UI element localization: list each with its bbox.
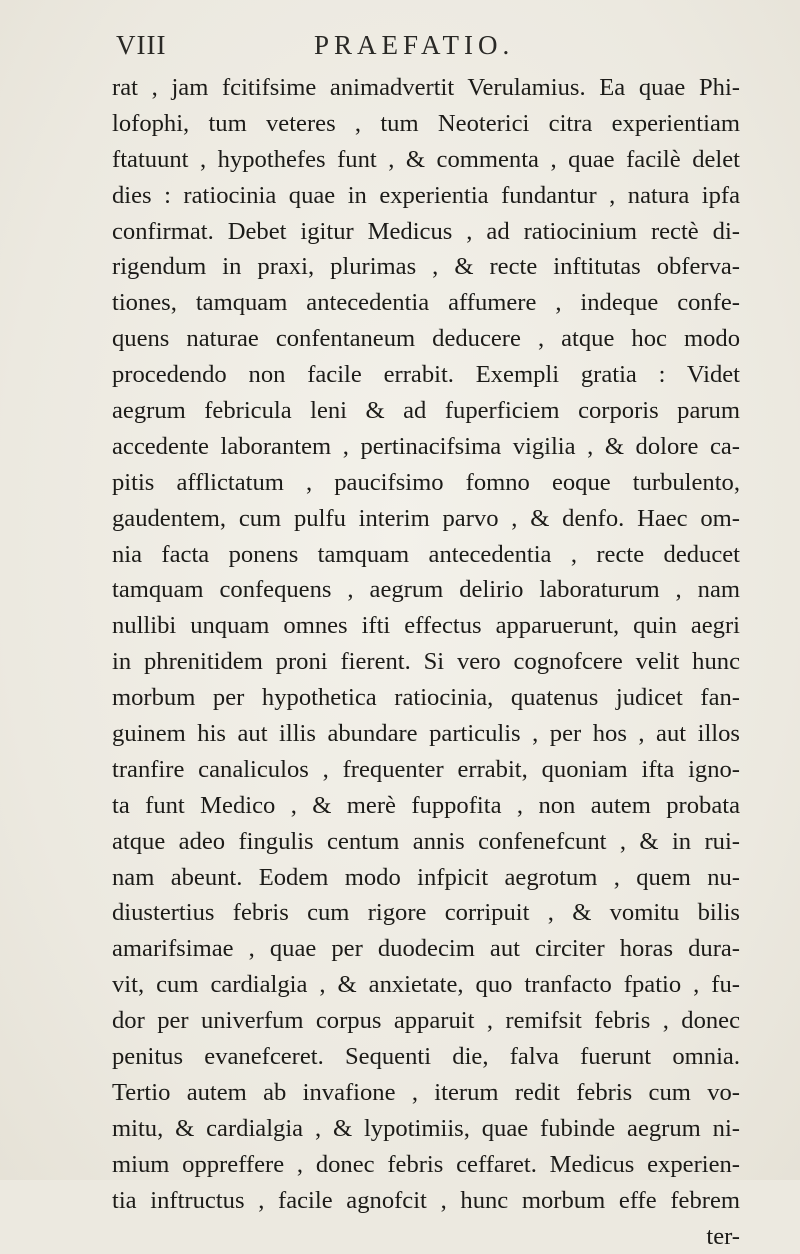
text-line: amarifsimae , quae per duodecim aut circiter horas dura- <box>112 931 740 967</box>
body-text <box>112 70 740 1254</box>
text-line: lofophi, tum veteres , tum Neoterici citra experientiam <box>112 106 740 142</box>
running-head <box>0 30 800 70</box>
text-line: rigendum in praxi, plurimas , & recte inftitutas obferva- <box>112 249 740 285</box>
text-line: ta funt Medico , & merè fuppofita , non autem probata <box>112 788 740 824</box>
text-line: mium oppreffere , donec febris ceffaret. Medicus experien- <box>112 1147 740 1183</box>
text-line: rat , jam fcitifsime animadvertit Verulamius. Ea quae Phi- <box>112 70 740 106</box>
text-line: penitus evanefceret. Sequenti die, falva fuerunt omnia. <box>112 1039 740 1075</box>
running-title: PRAEFATIO. <box>314 30 514 61</box>
text-line: ftatuunt , hypothefes funt , & commenta , quae facilè delet <box>112 142 740 178</box>
text-line: Tertio autem ab invafione , iterum redit febris cum vo- <box>112 1075 740 1111</box>
text-line: pitis afflictatum , paucifsimo fomno eoque turbulento, <box>112 465 740 501</box>
text-line: morbum per hypothetica ratiocinia, quatenus judicet fan- <box>112 680 740 716</box>
text-line: tamquam confequens , aegrum delirio laboraturum , nam <box>112 572 740 608</box>
text-line: diustertius febris cum rigore corripuit , & vomitu bilis <box>112 895 740 931</box>
page-number: VIII <box>116 30 166 61</box>
text-line: nia facta ponens tamquam antecedentia , recte deducet <box>112 537 740 573</box>
text-line: nam abeunt. Eodem modo infpicit aegrotum , quem nu- <box>112 860 740 896</box>
text-line: mitu, & cardialgia , & lypotimiis, quae fubinde aegrum ni- <box>112 1111 740 1147</box>
text-line: nullibi unquam omnes ifti effectus apparuerunt, quin aegri <box>112 608 740 644</box>
text-line: tranfire canaliculos , frequenter errabit, quoniam ifta igno- <box>112 752 740 788</box>
text-line: procedendo non facile errabit. Exempli gratia : Videt <box>112 357 740 393</box>
text-line: tiones, tamquam antecedentia affumere , indeque confe- <box>112 285 740 321</box>
catchword: ter- <box>112 1219 740 1254</box>
text-line: dor per univerfum corpus apparuit , remifsit febris , donec <box>112 1003 740 1039</box>
text-line: guinem his aut illis abundare particulis , per hos , aut illos <box>112 716 740 752</box>
text-line: dies : ratiocinia quae in experientia fundantur , natura ipfa <box>112 178 740 214</box>
text-line: aegrum febricula leni & ad fuperficiem corporis parum <box>112 393 740 429</box>
text-line: tia inftructus , facile agnofcit , hunc morbum effe febrem <box>112 1183 740 1219</box>
text-line: atque adeo fingulis centum annis confenefcunt , & in rui- <box>112 824 740 860</box>
text-line: confirmat. Debet igitur Medicus , ad ratiocinium rectè di- <box>112 214 740 250</box>
text-line: gaudentem, cum pulfu interim parvo , & denfo. Haec om- <box>112 501 740 537</box>
text-line: in phrenitidem proni fierent. Si vero cognofcere velit hunc <box>112 644 740 680</box>
text-line: accedente laborantem , pertinacifsima vigilia , & dolore ca- <box>112 429 740 465</box>
text-line: quens naturae confentaneum deducere , atque hoc modo <box>112 321 740 357</box>
text-line: vit, cum cardialgia , & anxietate, quo tranfacto fpatio , fu- <box>112 967 740 1003</box>
